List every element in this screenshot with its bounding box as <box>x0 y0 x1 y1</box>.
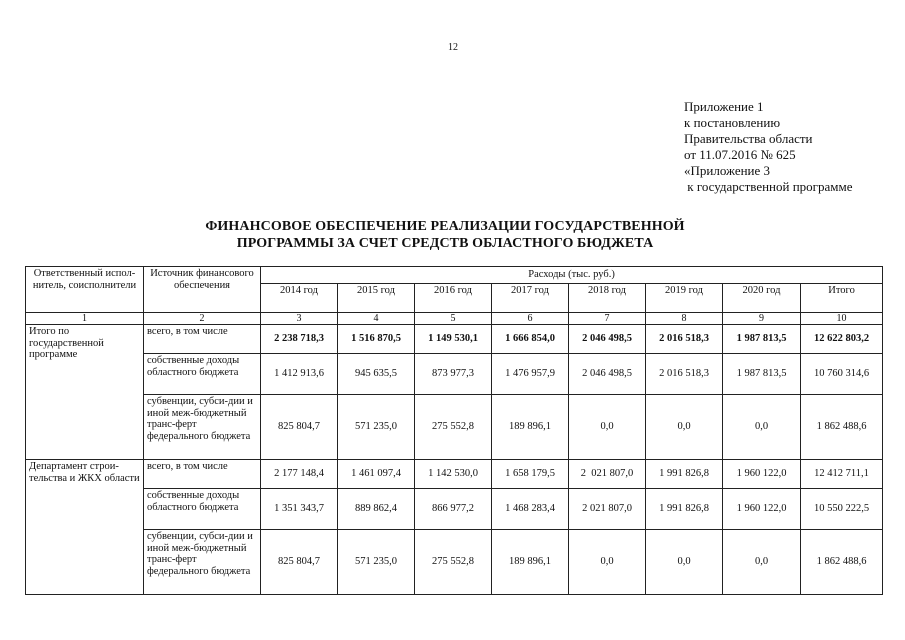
value-cell: 189 896,1 <box>492 530 569 595</box>
total-cell: 1 862 488,6 <box>801 395 883 460</box>
value-cell: 2 177 148,4 <box>261 460 338 489</box>
appendix-line: Приложение 1 <box>684 99 764 114</box>
value-cell: 1 149 530,1 <box>415 325 492 354</box>
appendix-line: к постановлению <box>684 115 781 130</box>
source-cell: всего, в том числе <box>144 325 261 354</box>
table-row <box>26 489 883 530</box>
header-expenses: Расходы (тыс. руб.) <box>261 267 883 284</box>
header-executor: Ответственный испол-нитель, соисполнители <box>26 267 144 313</box>
value-cell: 2 021 807,0 <box>569 489 646 530</box>
column-number: 7 <box>569 313 646 325</box>
value-cell: 275 552,8 <box>415 395 492 460</box>
value-cell: 0,0 <box>569 530 646 595</box>
column-number-row <box>26 313 883 325</box>
executor-cell: Департамент строи-тельства и ЖКХ области <box>26 460 144 595</box>
appendix-line: от 11.07.2016 № 625 <box>684 147 796 162</box>
value-cell: 1 412 913,6 <box>261 354 338 395</box>
appendix-line: Правительства области <box>684 131 813 146</box>
value-cell: 0,0 <box>646 395 723 460</box>
header-year: 2019 год <box>646 284 723 313</box>
column-number: 5 <box>415 313 492 325</box>
column-number: 4 <box>338 313 415 325</box>
header-year: 2020 год <box>723 284 801 313</box>
value-cell: 1 987 813,5 <box>723 354 801 395</box>
table-row <box>26 395 883 460</box>
value-cell: 825 804,7 <box>261 395 338 460</box>
column-number: 2 <box>144 313 261 325</box>
column-number: 8 <box>646 313 723 325</box>
document-title <box>150 218 740 252</box>
column-number: 10 <box>801 313 883 325</box>
value-cell: 873 977,3 <box>415 354 492 395</box>
value-cell: 1 960 122,0 <box>723 489 801 530</box>
value-cell: 1 476 957,9 <box>492 354 569 395</box>
value-cell: 1 987 813,5 <box>723 325 801 354</box>
title-line-2: ПРОГРАММЫ ЗА СЧЕТ СРЕДСТВ ОБЛАСТНОГО БЮДЖЕТА <box>236 236 654 251</box>
table-row <box>26 460 883 489</box>
total-cell: 10 550 222,5 <box>801 489 883 530</box>
source-cell: собственные доходы областного бюджета <box>144 354 261 395</box>
value-cell: 1 991 826,8 <box>646 489 723 530</box>
header-source: Источник финансового обеспечения <box>144 267 261 313</box>
table-row <box>26 530 883 595</box>
value-cell: 0,0 <box>646 530 723 595</box>
total-cell: 1 862 488,6 <box>801 530 883 595</box>
value-cell: 1 468 283,4 <box>492 489 569 530</box>
header-year: 2015 год <box>338 284 415 313</box>
value-cell: 1 666 854,0 <box>492 325 569 354</box>
appendix-line: «Приложение 3 <box>684 163 771 178</box>
header-year: 2018 год <box>569 284 646 313</box>
value-cell: 0,0 <box>723 395 801 460</box>
table-row <box>26 354 883 395</box>
table-header-row <box>26 267 883 284</box>
value-cell: 571 235,0 <box>338 395 415 460</box>
value-cell: 1 351 343,7 <box>261 489 338 530</box>
value-cell: 2 016 518,3 <box>646 354 723 395</box>
total-cell: 12 622 803,2 <box>801 325 883 354</box>
source-cell: всего, в том числе <box>144 460 261 489</box>
total-cell: 10 760 314,6 <box>801 354 883 395</box>
appendix-line: к государственной программе <box>684 179 853 194</box>
page-number: 12 <box>448 42 458 53</box>
column-number: 1 <box>26 313 144 325</box>
value-cell: 1 461 097,4 <box>338 460 415 489</box>
value-cell: 1 516 870,5 <box>338 325 415 354</box>
value-cell: 0,0 <box>569 395 646 460</box>
value-cell: 571 235,0 <box>338 530 415 595</box>
value-cell: 1 991 826,8 <box>646 460 723 489</box>
table-row <box>26 325 883 354</box>
header-total: Итого <box>801 284 883 313</box>
value-cell: 1 142 530,0 <box>415 460 492 489</box>
value-cell: 945 635,5 <box>338 354 415 395</box>
column-number: 3 <box>261 313 338 325</box>
source-cell: собственные доходы областного бюджета <box>144 489 261 530</box>
value-cell: 275 552,8 <box>415 530 492 595</box>
value-cell: 2 046 498,5 <box>569 325 646 354</box>
value-cell: 825 804,7 <box>261 530 338 595</box>
header-year: 2016 год <box>415 284 492 313</box>
title-line-1: ФИНАНСОВОЕ ОБЕСПЕЧЕНИЕ РЕАЛИЗАЦИИ ГОСУДАРСТВЕННОЙ <box>205 219 685 234</box>
total-cell: 12 412 711,1 <box>801 460 883 489</box>
column-number: 9 <box>723 313 801 325</box>
value-cell: 889 862,4 <box>338 489 415 530</box>
value-cell: 2 046 498,5 <box>569 354 646 395</box>
executor-cell: Итого по государственной программе <box>26 325 144 460</box>
value-cell: 1 658 179,5 <box>492 460 569 489</box>
value-cell: 866 977,2 <box>415 489 492 530</box>
appendix-block <box>684 99 899 195</box>
header-year: 2017 год <box>492 284 569 313</box>
value-cell: 2 021 807,0 <box>569 460 646 489</box>
source-cell: субвенции, субси-дии и иной меж-бюджетный транс-ферт федерального бюджета <box>144 395 261 460</box>
value-cell: 2 016 518,3 <box>646 325 723 354</box>
source-cell: субвенции, субси-дии и иной меж-бюджетный транс-ферт федерального бюджета <box>144 530 261 595</box>
header-year: 2014 год <box>261 284 338 313</box>
value-cell: 0,0 <box>723 530 801 595</box>
value-cell: 1 960 122,0 <box>723 460 801 489</box>
value-cell: 2 238 718,3 <box>261 325 338 354</box>
value-cell: 189 896,1 <box>492 395 569 460</box>
column-number: 6 <box>492 313 569 325</box>
financing-table <box>25 266 883 595</box>
